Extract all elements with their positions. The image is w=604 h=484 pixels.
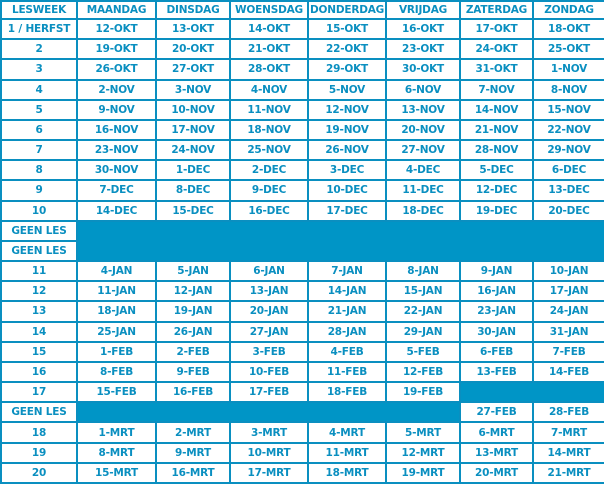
- no-lesson-block: [77, 221, 604, 261]
- date-cell: 25-JAN: [77, 322, 156, 342]
- table-row: [1, 201, 604, 221]
- date-cell: 19-OKT: [77, 39, 156, 59]
- table-row: [1, 281, 604, 301]
- col-header-woensdag: WOENSDAG: [230, 1, 308, 19]
- date-cell: 12-OKT: [77, 19, 156, 39]
- date-cell: 23-OKT: [386, 39, 460, 59]
- date-cell: 16-FEB: [156, 382, 230, 402]
- date-cell: 4-DEC: [386, 160, 460, 180]
- table-row: [1, 402, 604, 422]
- date-cell: 10-NOV: [156, 100, 230, 120]
- date-cell: 14-OKT: [230, 19, 308, 39]
- date-cell: 5-JAN: [156, 261, 230, 281]
- table-row: [1, 322, 604, 342]
- date-cell: 30-JAN: [460, 322, 533, 342]
- table-row: [1, 301, 604, 321]
- table-row: [1, 342, 604, 362]
- week-cell: 14: [1, 322, 77, 342]
- date-cell: 11-DEC: [386, 180, 460, 200]
- col-header-zaterdag: ZATERDAG: [460, 1, 533, 19]
- date-cell: 15-JAN: [386, 281, 460, 301]
- table-row: [1, 39, 604, 59]
- date-cell: 21-JAN: [308, 301, 386, 321]
- date-cell: 26-JAN: [156, 322, 230, 342]
- table-row: [1, 463, 604, 483]
- week-cell: 3: [1, 59, 77, 79]
- date-cell: 4-JAN: [77, 261, 156, 281]
- date-cell: 1-NOV: [533, 59, 604, 79]
- date-cell: 12-DEC: [460, 180, 533, 200]
- date-cell: 18-OKT: [533, 19, 604, 39]
- date-cell: 27-NOV: [386, 140, 460, 160]
- date-cell: 11-NOV: [230, 100, 308, 120]
- table-row: [1, 140, 604, 160]
- date-cell: 17-OKT: [460, 19, 533, 39]
- week-cell: 15: [1, 342, 77, 362]
- date-cell: 21-NOV: [460, 120, 533, 140]
- date-cell: 30-OKT: [386, 59, 460, 79]
- date-cell: 2-FEB: [156, 342, 230, 362]
- date-cell: 21-MRT: [533, 463, 604, 483]
- table-row: [1, 221, 604, 241]
- date-cell: 4-MRT: [308, 422, 386, 442]
- date-cell: 8-MRT: [77, 443, 156, 463]
- table-row: [1, 261, 604, 281]
- week-cell: 20: [1, 463, 77, 483]
- date-cell: 30-NOV: [77, 160, 156, 180]
- week-cell: 8: [1, 160, 77, 180]
- col-header-donderdag: DONDERDAG: [308, 1, 386, 19]
- date-cell: 28-FEB: [533, 402, 604, 422]
- date-cell: 22-NOV: [533, 120, 604, 140]
- col-header-vrijdag: VRIJDAG: [386, 1, 460, 19]
- date-cell: 28-JAN: [308, 322, 386, 342]
- week-cell: 2: [1, 39, 77, 59]
- date-cell: 1-DEC: [156, 160, 230, 180]
- week-cell: 6: [1, 120, 77, 140]
- date-cell: 12-JAN: [156, 281, 230, 301]
- date-cell: 17-MRT: [230, 463, 308, 483]
- no-lesson-block: [77, 402, 460, 422]
- date-cell: 17-JAN: [533, 281, 604, 301]
- week-cell: 11: [1, 261, 77, 281]
- date-cell: 25-NOV: [230, 140, 308, 160]
- week-cell: GEEN LES: [1, 241, 77, 261]
- date-cell: 20-MRT: [460, 463, 533, 483]
- date-cell: 18-NOV: [230, 120, 308, 140]
- table-row: [1, 362, 604, 382]
- date-cell: 22-OKT: [308, 39, 386, 59]
- date-cell: 27-OKT: [156, 59, 230, 79]
- date-cell: 8-NOV: [533, 80, 604, 100]
- date-cell: 5-DEC: [460, 160, 533, 180]
- date-cell: 19-JAN: [156, 301, 230, 321]
- date-cell: 9-DEC: [230, 180, 308, 200]
- week-cell: GEEN LES: [1, 402, 77, 422]
- week-cell: 4: [1, 80, 77, 100]
- table-row: [1, 382, 604, 402]
- table-row: [1, 19, 604, 39]
- date-cell: 11-MRT: [308, 443, 386, 463]
- date-cell: 12-MRT: [386, 443, 460, 463]
- week-cell: GEEN LES: [1, 221, 77, 241]
- col-header-lesweek: LESWEEK: [1, 1, 77, 19]
- date-cell: 13-MRT: [460, 443, 533, 463]
- week-cell: 19: [1, 443, 77, 463]
- schedule-body: [1, 19, 604, 483]
- date-cell: 19-DEC: [460, 201, 533, 221]
- date-cell: 28-NOV: [460, 140, 533, 160]
- date-cell: 20-JAN: [230, 301, 308, 321]
- date-cell: 29-NOV: [533, 140, 604, 160]
- date-cell: 19-FEB: [386, 382, 460, 402]
- date-cell: 4-NOV: [230, 80, 308, 100]
- date-cell: 10-MRT: [230, 443, 308, 463]
- week-cell: 17: [1, 382, 77, 402]
- header-row: [1, 1, 604, 19]
- table-row: [1, 443, 604, 463]
- date-cell: 14-MRT: [533, 443, 604, 463]
- week-cell: 7: [1, 140, 77, 160]
- week-cell: 13: [1, 301, 77, 321]
- week-cell: 16: [1, 362, 77, 382]
- date-cell: 7-FEB: [533, 342, 604, 362]
- date-cell: 10-FEB: [230, 362, 308, 382]
- table-row: [1, 160, 604, 180]
- date-cell: 14-FEB: [533, 362, 604, 382]
- date-cell: 9-JAN: [460, 261, 533, 281]
- date-cell: 15-NOV: [533, 100, 604, 120]
- table-row: [1, 80, 604, 100]
- date-cell: 9-NOV: [77, 100, 156, 120]
- date-cell: 28-OKT: [230, 59, 308, 79]
- date-cell: 18-DEC: [386, 201, 460, 221]
- date-cell: 15-MRT: [77, 463, 156, 483]
- date-cell: 19-MRT: [386, 463, 460, 483]
- date-cell: 27-JAN: [230, 322, 308, 342]
- date-cell: 2-DEC: [230, 160, 308, 180]
- date-cell: 12-NOV: [308, 100, 386, 120]
- date-cell: 27-FEB: [460, 402, 533, 422]
- date-cell: 24-NOV: [156, 140, 230, 160]
- table-row: [1, 120, 604, 140]
- date-cell: 2-MRT: [156, 422, 230, 442]
- date-cell: 6-NOV: [386, 80, 460, 100]
- date-cell: 7-JAN: [308, 261, 386, 281]
- date-cell: 6-JAN: [230, 261, 308, 281]
- col-header-zondag: ZONDAG: [533, 1, 604, 19]
- date-cell: 1-FEB: [77, 342, 156, 362]
- date-cell: 8-JAN: [386, 261, 460, 281]
- date-cell: 21-OKT: [230, 39, 308, 59]
- week-cell: 1 / HERFST: [1, 19, 77, 39]
- date-cell: 25-OKT: [533, 39, 604, 59]
- date-cell: 24-OKT: [460, 39, 533, 59]
- date-cell: 1-MRT: [77, 422, 156, 442]
- no-lesson-block: [460, 382, 604, 402]
- date-cell: 9-FEB: [156, 362, 230, 382]
- week-cell: 18: [1, 422, 77, 442]
- table-row: [1, 180, 604, 200]
- date-cell: 8-DEC: [156, 180, 230, 200]
- date-cell: 3-MRT: [230, 422, 308, 442]
- date-cell: 14-DEC: [77, 201, 156, 221]
- date-cell: 31-OKT: [460, 59, 533, 79]
- date-cell: 17-DEC: [308, 201, 386, 221]
- date-cell: 5-FEB: [386, 342, 460, 362]
- date-cell: 15-OKT: [308, 19, 386, 39]
- date-cell: 13-DEC: [533, 180, 604, 200]
- date-cell: 17-NOV: [156, 120, 230, 140]
- date-cell: 22-JAN: [386, 301, 460, 321]
- date-cell: 11-JAN: [77, 281, 156, 301]
- date-cell: 16-OKT: [386, 19, 460, 39]
- date-cell: 18-FEB: [308, 382, 386, 402]
- week-cell: 12: [1, 281, 77, 301]
- date-cell: 10-JAN: [533, 261, 604, 281]
- date-cell: 16-DEC: [230, 201, 308, 221]
- date-cell: 6-FEB: [460, 342, 533, 362]
- date-cell: 29-JAN: [386, 322, 460, 342]
- date-cell: 9-MRT: [156, 443, 230, 463]
- date-cell: 14-JAN: [308, 281, 386, 301]
- date-cell: 20-DEC: [533, 201, 604, 221]
- week-cell: 5: [1, 100, 77, 120]
- date-cell: 14-NOV: [460, 100, 533, 120]
- date-cell: 2-NOV: [77, 80, 156, 100]
- col-header-maandag: MAANDAG: [77, 1, 156, 19]
- date-cell: 26-NOV: [308, 140, 386, 160]
- date-cell: 7-MRT: [533, 422, 604, 442]
- table-row: [1, 100, 604, 120]
- date-cell: 8-FEB: [77, 362, 156, 382]
- date-cell: 3-DEC: [308, 160, 386, 180]
- date-cell: 23-NOV: [77, 140, 156, 160]
- date-cell: 13-JAN: [230, 281, 308, 301]
- date-cell: 13-FEB: [460, 362, 533, 382]
- date-cell: 20-OKT: [156, 39, 230, 59]
- date-cell: 23-JAN: [460, 301, 533, 321]
- date-cell: 7-DEC: [77, 180, 156, 200]
- date-cell: 16-MRT: [156, 463, 230, 483]
- date-cell: 26-OKT: [77, 59, 156, 79]
- date-cell: 4-FEB: [308, 342, 386, 362]
- date-cell: 12-FEB: [386, 362, 460, 382]
- table-row: [1, 59, 604, 79]
- date-cell: 3-FEB: [230, 342, 308, 362]
- date-cell: 13-NOV: [386, 100, 460, 120]
- date-cell: 6-MRT: [460, 422, 533, 442]
- date-cell: 10-DEC: [308, 180, 386, 200]
- week-cell: 10: [1, 201, 77, 221]
- date-cell: 18-MRT: [308, 463, 386, 483]
- date-cell: 5-MRT: [386, 422, 460, 442]
- week-cell: 9: [1, 180, 77, 200]
- date-cell: 16-NOV: [77, 120, 156, 140]
- date-cell: 16-JAN: [460, 281, 533, 301]
- date-cell: 5-NOV: [308, 80, 386, 100]
- date-cell: 19-NOV: [308, 120, 386, 140]
- date-cell: 15-FEB: [77, 382, 156, 402]
- date-cell: 31-JAN: [533, 322, 604, 342]
- date-cell: 7-NOV: [460, 80, 533, 100]
- table-row: [1, 422, 604, 442]
- date-cell: 17-FEB: [230, 382, 308, 402]
- col-header-dinsdag: DINSDAG: [156, 1, 230, 19]
- date-cell: 3-NOV: [156, 80, 230, 100]
- date-cell: 20-NOV: [386, 120, 460, 140]
- date-cell: 15-DEC: [156, 201, 230, 221]
- date-cell: 18-JAN: [77, 301, 156, 321]
- date-cell: 24-JAN: [533, 301, 604, 321]
- date-cell: 29-OKT: [308, 59, 386, 79]
- date-cell: 11-FEB: [308, 362, 386, 382]
- date-cell: 6-DEC: [533, 160, 604, 180]
- date-cell: 13-OKT: [156, 19, 230, 39]
